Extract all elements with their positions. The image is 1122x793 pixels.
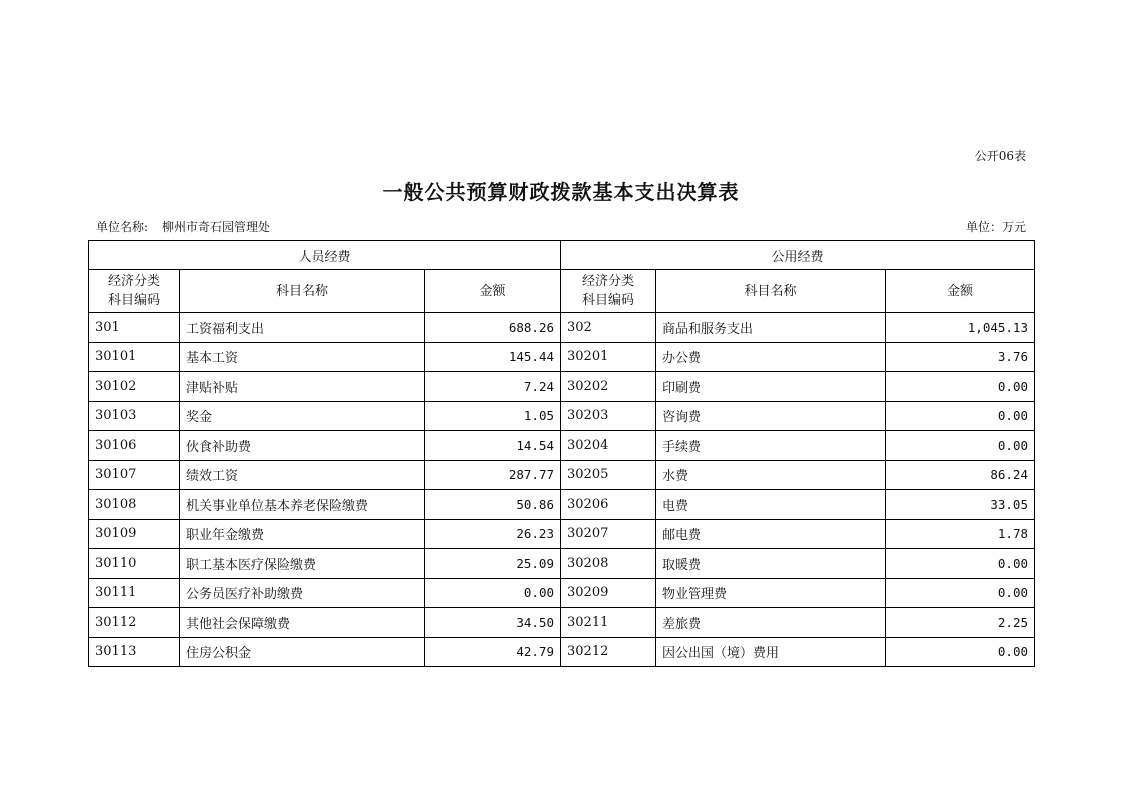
left-amount-cell: 0.00 [425,578,561,608]
left-amount-cell: 14.54 [425,431,561,461]
group-personnel-header: 人员经费 [89,241,561,270]
unit-name-value: 柳州市奇石园管理处 [162,220,271,234]
group-public-header: 公用经费 [561,241,1035,270]
left-code-cell: 30107 [89,460,180,490]
left-amount-cell: 145.44 [425,342,561,372]
right-name-cell: 因公出国（境）费用 [656,637,886,667]
unit-name-label: 单位名称: [96,220,149,234]
right-name-cell: 电费 [656,490,886,520]
right-code-cell: 30211 [561,608,656,638]
col-header-name: 科目名称 [180,270,425,313]
left-code-cell: 30109 [89,519,180,549]
left-name-cell: 公务员医疗补助缴费 [180,578,425,608]
col-header-code-line1: 经济分类 [107,274,160,289]
right-amount-cell: 1.78 [886,519,1035,549]
right-amount-cell: 0.00 [886,401,1035,431]
column-header-row [89,270,1035,313]
col-header-code-line2: 科目编码 [581,293,634,308]
right-code-cell: 30206 [561,490,656,520]
table-row [89,372,1035,402]
left-name-cell: 津贴补贴 [180,372,425,402]
left-amount-cell: 287.77 [425,460,561,490]
table-row [89,637,1035,667]
col-header-amount: 金额 [425,270,561,313]
left-name-cell: 奖金 [180,401,425,431]
left-amount-cell: 42.79 [425,637,561,667]
page-title: 一般公共预算财政拨款基本支出决算表 [382,180,740,204]
left-name-cell: 住房公积金 [180,637,425,667]
right-code-cell: 30207 [561,519,656,549]
right-name-cell: 办公费 [656,342,886,372]
left-name-cell: 伙食补助费 [180,431,425,461]
table-row [89,401,1035,431]
left-amount-cell: 50.86 [425,490,561,520]
right-amount-cell: 0.00 [886,578,1035,608]
right-code-cell: 30212 [561,637,656,667]
col-header-name: 科目名称 [656,270,886,313]
left-code-cell: 30112 [89,608,180,638]
table-row [89,519,1035,549]
right-code-cell: 30202 [561,372,656,402]
right-name-cell: 水费 [656,460,886,490]
right-name-cell: 商品和服务支出 [656,313,886,343]
table-row [89,549,1035,579]
right-amount-cell: 2.25 [886,608,1035,638]
right-amount-cell: 33.05 [886,490,1035,520]
table-row [89,490,1035,520]
left-code-cell: 30113 [89,637,180,667]
right-amount-cell: 0.00 [886,431,1035,461]
expenditure-table [88,240,1035,667]
left-name-cell: 职业年金缴费 [180,519,425,549]
form-number: 公开06表 [974,149,1026,163]
right-amount-cell: 1,045.13 [886,313,1035,343]
left-code-cell: 301 [89,313,180,343]
table-row [89,431,1035,461]
right-code-cell: 302 [561,313,656,343]
left-code-cell: 30111 [89,578,180,608]
left-amount-cell: 26.23 [425,519,561,549]
left-amount-cell: 1.05 [425,401,561,431]
right-code-cell: 30204 [561,431,656,461]
right-name-cell: 物业管理费 [656,578,886,608]
left-name-cell: 工资福利支出 [180,313,425,343]
right-name-cell: 取暖费 [656,549,886,579]
left-code-cell: 30102 [89,372,180,402]
left-code-cell: 30110 [89,549,180,579]
left-name-cell: 绩效工资 [180,460,425,490]
left-amount-cell: 25.09 [425,549,561,579]
currency-unit: 单位：万元 [965,220,1026,234]
right-name-cell: 差旅费 [656,608,886,638]
right-amount-cell: 3.76 [886,342,1035,372]
left-code-cell: 30101 [89,342,180,372]
left-code-cell: 30103 [89,401,180,431]
left-name-cell: 职工基本医疗保险缴费 [180,549,425,579]
right-code-cell: 30208 [561,549,656,579]
left-amount-cell: 7.24 [425,372,561,402]
right-name-cell: 邮电费 [656,519,886,549]
right-amount-cell: 86.24 [886,460,1035,490]
col-header-code [89,270,180,313]
col-header-code-line1: 经济分类 [581,274,634,289]
table-row [89,342,1035,372]
left-amount-cell: 34.50 [425,608,561,638]
table-row [89,608,1035,638]
left-name-cell: 其他社会保障缴费 [180,608,425,638]
right-name-cell: 印刷费 [656,372,886,402]
right-amount-cell: 0.00 [886,549,1035,579]
col-header-amount: 金额 [886,270,1035,313]
right-name-cell: 咨询费 [656,401,886,431]
right-code-cell: 30205 [561,460,656,490]
col-header-code-line2: 科目编码 [107,293,160,308]
left-code-cell: 30108 [89,490,180,520]
right-code-cell: 30201 [561,342,656,372]
right-amount-cell: 0.00 [886,372,1035,402]
left-code-cell: 30106 [89,431,180,461]
table-row [89,460,1035,490]
left-amount-cell: 688.26 [425,313,561,343]
right-code-cell: 30209 [561,578,656,608]
table-row [89,578,1035,608]
unit-info [96,218,270,235]
right-amount-cell: 0.00 [886,637,1035,667]
col-header-code [561,270,656,313]
right-code-cell: 30203 [561,401,656,431]
left-name-cell: 机关事业单位基本养老保险缴费 [180,490,425,520]
group-header-row [89,241,1035,270]
table-row [89,313,1035,343]
right-name-cell: 手续费 [656,431,886,461]
left-name-cell: 基本工资 [180,342,425,372]
